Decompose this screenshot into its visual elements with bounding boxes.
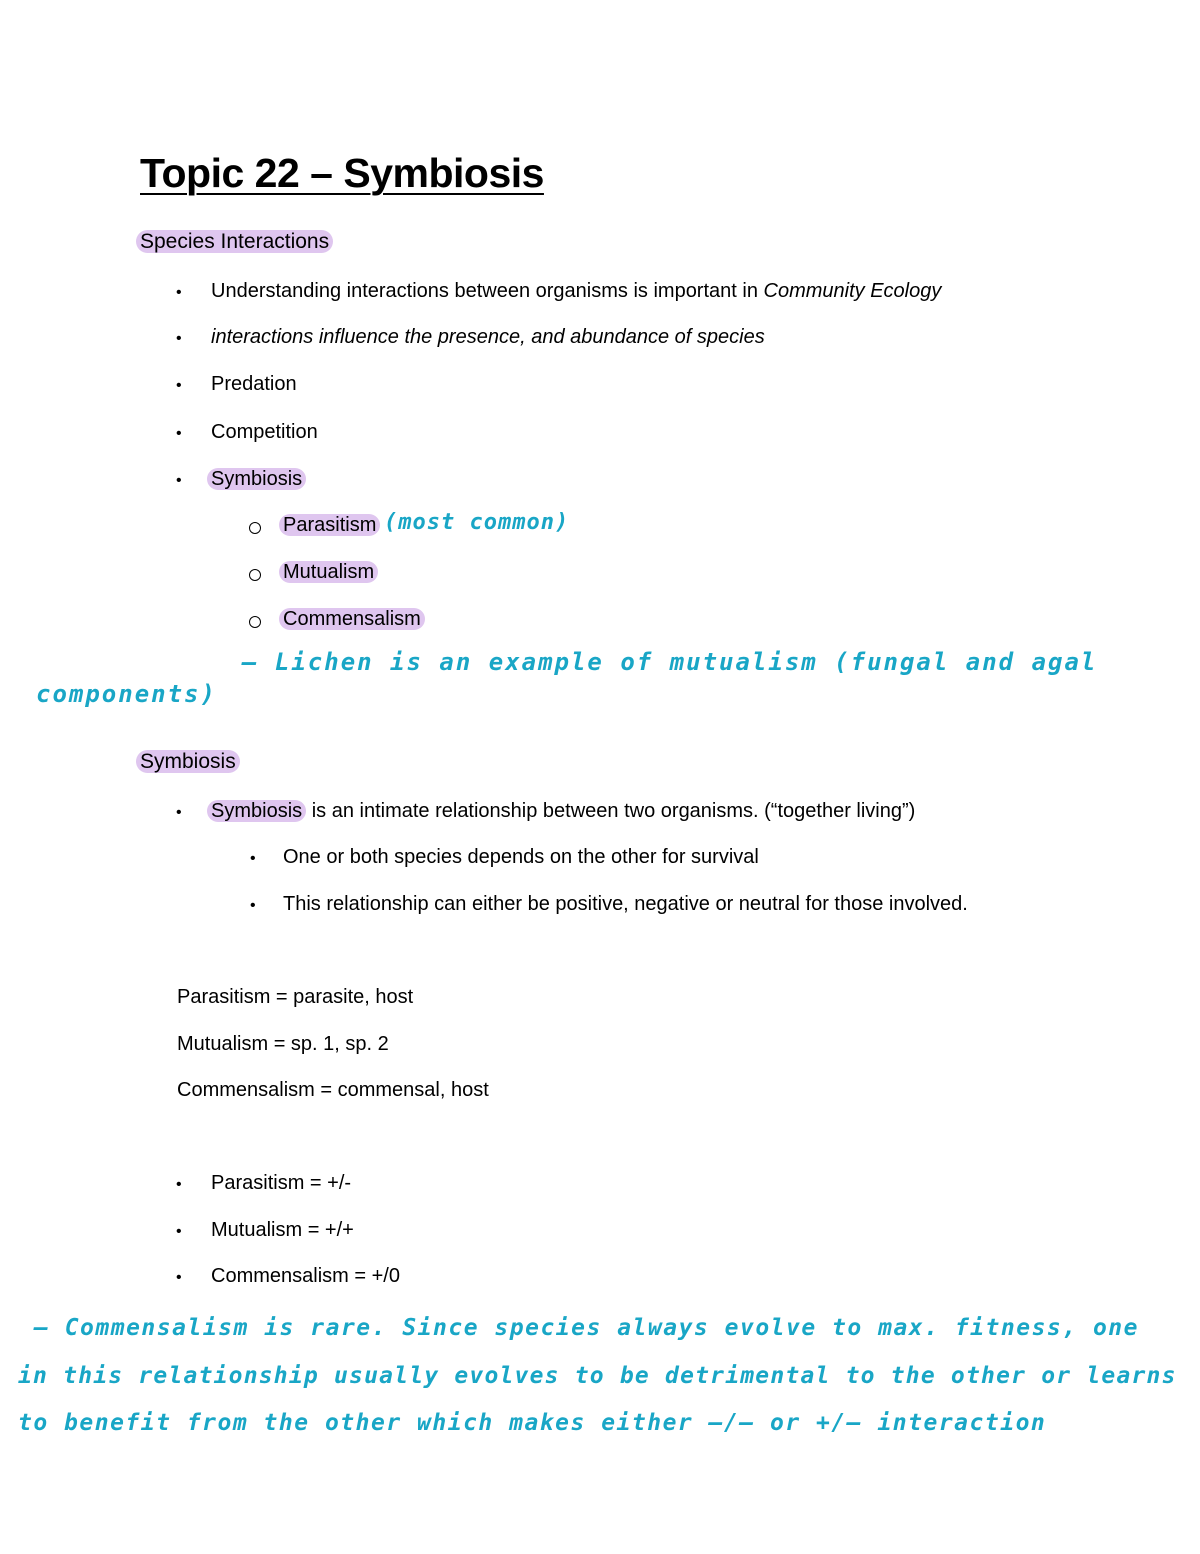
handwritten-note-commensalism-line3: to benefit from the other which makes either –/– or +/– interaction (18, 1410, 1047, 1436)
highlighted-term: Parasitism (279, 514, 380, 536)
bullet-competition: Competition (211, 421, 318, 443)
sub-bullet-relationship-types: This relationship can either be positive, negative or neutral for those involved. (283, 893, 968, 915)
section-heading-species-interactions (140, 230, 333, 254)
highlighted-term: Symbiosis (207, 800, 306, 822)
definition-mutualism: Mutualism = sp. 1, sp. 2 (177, 1033, 389, 1055)
sign-commensalism: Commensalism = +/0 (211, 1265, 400, 1287)
bullet-dot: • (176, 284, 182, 301)
bullet-symbiosis-definition (211, 800, 915, 823)
sub-bullet-mutualism (283, 561, 378, 584)
sub-bullet-parasitism (283, 514, 380, 537)
bullet-dot: • (176, 472, 182, 489)
definition-parasitism: Parasitism = parasite, host (177, 986, 414, 1008)
bullet-dot: • (176, 804, 182, 821)
section-heading-symbiosis (140, 750, 240, 774)
bullet-dot: • (176, 425, 182, 442)
page-title: Topic 22 – Symbiosis (140, 150, 544, 196)
bullet-community-ecology (211, 280, 941, 303)
handwritten-note-commensalism-line1: – Commensalism is rare. Since species always evolve to max. fitness, one (34, 1315, 1139, 1341)
sub-bullet-ring (249, 568, 261, 586)
sub-bullet-dependence: One or both species depends on the other for survival (283, 846, 759, 868)
bullet-text: Understanding interactions between organisms is important in (211, 280, 764, 302)
bullet-dot: • (176, 377, 182, 394)
handwritten-note-commensalism-line2: in this relationship usually evolves to be detrimental to the other or learns (18, 1363, 1177, 1389)
highlighted-heading: Symbiosis (136, 750, 240, 773)
definition-commensalism: Commensalism = commensal, host (177, 1079, 489, 1101)
sign-mutualism: Mutualism = +/+ (211, 1219, 354, 1241)
bullet-dot: • (176, 1176, 182, 1193)
sub-bullet-ring (249, 521, 261, 539)
bullet-symbiosis (211, 468, 306, 491)
bullet-italic-term: Community Ecology (763, 280, 942, 302)
highlighted-heading: Species Interactions (136, 230, 333, 253)
highlighted-term: Commensalism (279, 608, 425, 630)
handwritten-note-most-common: (most common) (384, 510, 570, 535)
handwritten-note-lichen-line1: – Lichen is an example of mutualism (fungal and agal (242, 648, 1098, 676)
bullet-dot: • (250, 897, 256, 914)
highlighted-term: Symbiosis (207, 468, 306, 490)
sub-bullet-commensalism (283, 608, 425, 631)
bullet-dot: • (176, 1223, 182, 1240)
bullet-dot: • (250, 850, 256, 867)
highlighted-term: Mutualism (279, 561, 378, 583)
bullet-dot: • (176, 330, 182, 347)
bullet-interactions-influence: interactions influence the presence, and abundance of species (211, 326, 765, 348)
bullet-predation: Predation (211, 373, 297, 395)
sign-parasitism: Parasitism = +/- (211, 1172, 352, 1194)
bullet-dot: • (176, 1269, 182, 1286)
sub-bullet-ring (249, 615, 261, 633)
handwritten-note-lichen-line2: components) (36, 680, 217, 708)
bullet-text: is an intimate relationship between two organisms. (“together living”) (306, 800, 916, 822)
